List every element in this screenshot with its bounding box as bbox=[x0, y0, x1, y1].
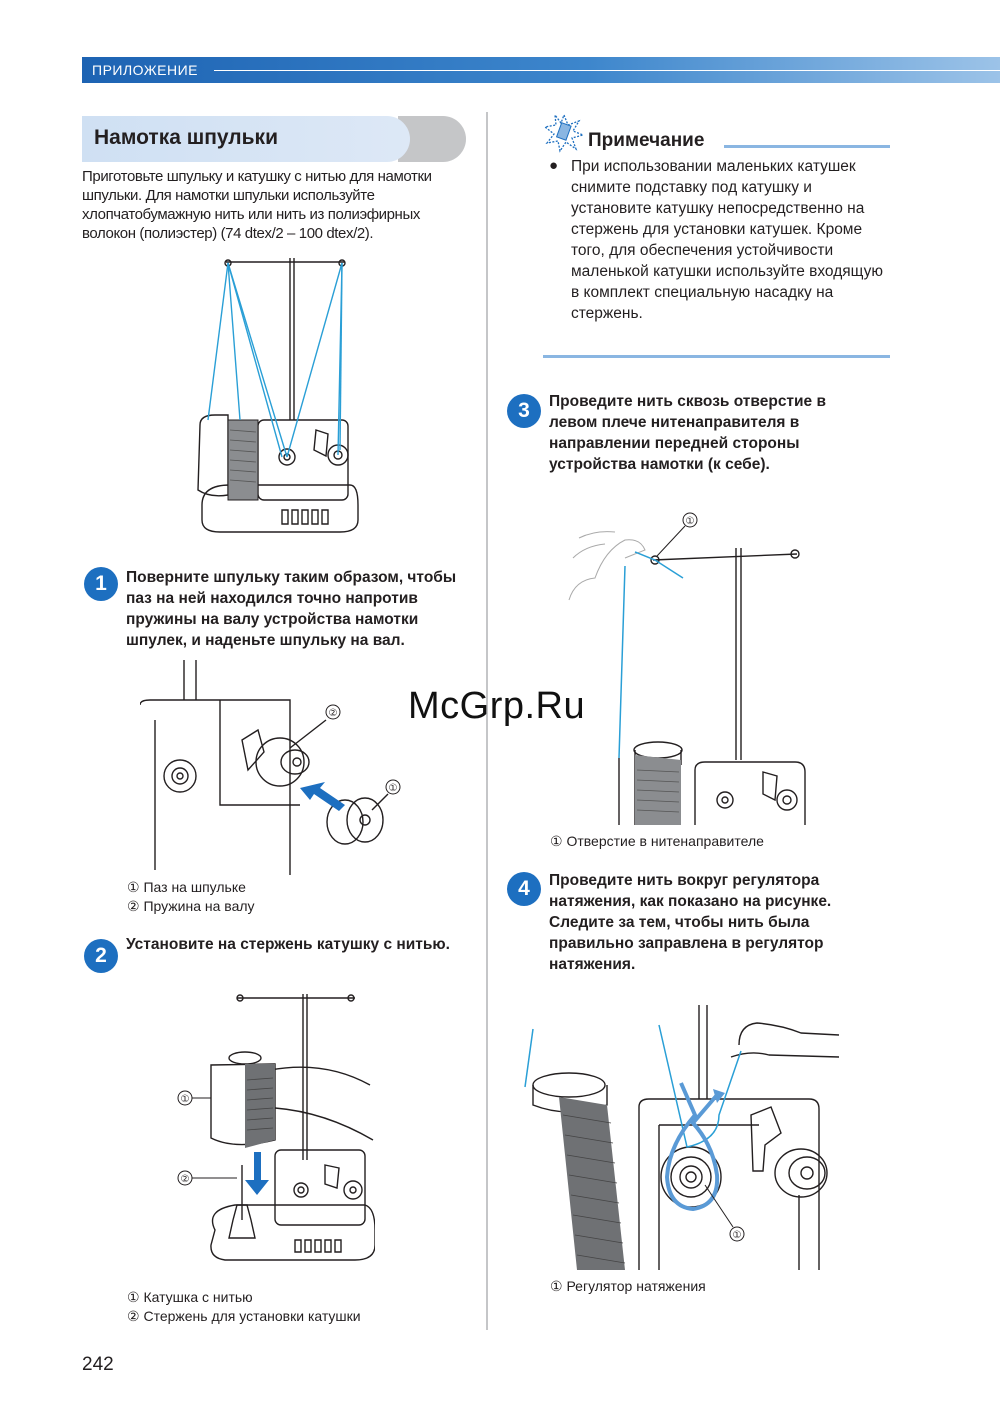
section-header-band bbox=[82, 57, 1000, 83]
caption-text: Пружина на валу bbox=[143, 898, 255, 914]
note-icon bbox=[543, 113, 585, 153]
callout-2: ② bbox=[328, 708, 338, 719]
caption-number: ① bbox=[550, 833, 563, 849]
page-number: 242 bbox=[82, 1354, 114, 1375]
note-text: При использовании маленьких катушек снимите подставку под катушку и установите катушку непосредственно на стержень для установки катушек. Кроме того, для обеспечения устойчивости маленькой катушки используйте входящую в комплект специальную насадку на стержень. bbox=[571, 158, 883, 322]
caption-text: Отверстие в нитенаправителе bbox=[566, 833, 764, 849]
header-rule bbox=[214, 70, 1000, 71]
caption-list-step2 bbox=[127, 1288, 361, 1326]
note-title: Примечание bbox=[588, 130, 705, 151]
section-title: Намотка шпульки bbox=[94, 126, 278, 149]
note-rule-bottom bbox=[543, 355, 890, 358]
note-rule-top bbox=[724, 145, 890, 148]
callout-1: ① bbox=[388, 783, 398, 794]
tension-disc-figure bbox=[519, 995, 849, 1270]
watermark: McGrp.Ru bbox=[408, 685, 586, 727]
callout-2: ② bbox=[180, 1174, 190, 1185]
section-header-label: ПРИЛОЖЕНИЕ bbox=[92, 62, 199, 78]
caption-text: Паз на шпульке bbox=[143, 879, 246, 895]
caption-number: ① bbox=[550, 1278, 563, 1294]
caption-item bbox=[550, 832, 764, 851]
step-3-text: Проведите нить сквозь отверстие в левом плече нитенаправителя в направлении передней стороны устройства намотки (к себе). bbox=[549, 393, 827, 473]
spool-pin-figure bbox=[175, 990, 375, 1270]
callout-1: ① bbox=[732, 1230, 742, 1241]
thread-guide-hole-figure bbox=[565, 510, 815, 825]
caption-number: ① bbox=[127, 879, 140, 895]
callout-1: ① bbox=[180, 1094, 190, 1105]
callout-1: ① bbox=[685, 516, 695, 527]
caption-item bbox=[550, 1277, 706, 1296]
caption-list-step4 bbox=[550, 1277, 706, 1296]
caption-item bbox=[127, 878, 255, 897]
bobbin-winder-overview-figure bbox=[190, 250, 370, 540]
caption-number: ② bbox=[127, 1308, 140, 1324]
bullet-icon: ● bbox=[549, 157, 559, 174]
step-3-badge: 3 bbox=[507, 394, 541, 428]
caption-item bbox=[127, 897, 255, 916]
caption-number: ① bbox=[127, 1289, 140, 1305]
step-2-badge: 2 bbox=[84, 939, 118, 973]
caption-text: Регулятор натяжения bbox=[566, 1278, 706, 1294]
caption-number: ② bbox=[127, 898, 140, 914]
step-1-text: Поверните шпульку таким образом, чтобы паз на ней находился точно напротив пружины на валу устройства намотки шпулек, и наденьте шпульку на вал. bbox=[126, 569, 457, 649]
caption-item bbox=[127, 1288, 361, 1307]
bobbin-spindle-figure bbox=[140, 660, 405, 875]
step-1-badge: 1 bbox=[84, 567, 118, 601]
caption-list-step1 bbox=[127, 878, 255, 916]
caption-text: Катушка с нитью bbox=[143, 1289, 253, 1305]
caption-text: Стержень для установки катушки bbox=[143, 1308, 361, 1324]
caption-list-step3 bbox=[550, 832, 764, 851]
intro-paragraph: Приготовьте шпульку и катушку с нитью для намотки шпульки. Для намотки шпульки используйте хлопчатобумажную нить или нить из полиэфирных волокон (полиэстер) (74 dtex/2 – 100 dtex/2). bbox=[82, 168, 432, 242]
step-4-badge: 4 bbox=[507, 872, 541, 906]
caption-item bbox=[127, 1307, 361, 1326]
step-2-text: Установите на стержень катушку с нитью. bbox=[126, 936, 450, 953]
step-4-text: Проведите нить вокруг регулятора натяжения, как показано на рисунке. Следите за тем, чтобы нить была правильно заправлена в регулятор натяжения. bbox=[549, 872, 832, 973]
